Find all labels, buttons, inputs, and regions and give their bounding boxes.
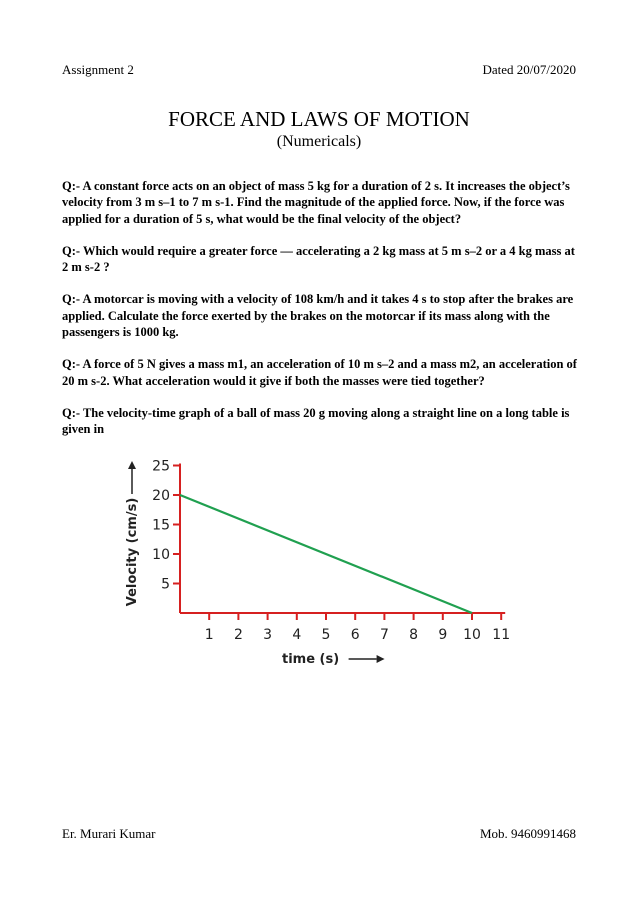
y-axis-label: Velocity (cm/s) (125, 497, 140, 607)
x-axis-label: time (s) (282, 652, 340, 667)
x-tick-label: 7 (379, 627, 389, 643)
series-line (180, 495, 472, 613)
x-tick-label: 11 (492, 627, 511, 643)
x-tick-label: 8 (409, 627, 419, 643)
question-5: Q:- The velocity-time graph of a ball of mass 20 g moving along a straight line on a long table is given in (62, 405, 570, 437)
y-tick-label: 25 (152, 458, 170, 475)
question-4: Q:- A force of 5 N gives a mass m1, an acceleration of 10 m s–2 and a mass m2, an acceleration of 20 m s-2. What acceleration would it give if both the masses were tied together? (62, 357, 577, 388)
x-tick-label: 1 (204, 627, 214, 643)
mobile-number: Mob. 9460991468 (479, 826, 576, 841)
author-name: Er. Murari Kumar (62, 826, 156, 841)
x-tick-label: 10 (463, 627, 481, 643)
x-axis-arrow-head (377, 655, 385, 663)
y-tick-label: 5 (161, 576, 170, 593)
x-tick-label: 6 (350, 627, 360, 643)
x-tick-label: 4 (292, 627, 302, 643)
x-tick-label: 3 (263, 627, 273, 643)
page-footer (62, 826, 576, 842)
y-axis-arrow-head (128, 461, 136, 469)
questions-list (62, 178, 580, 454)
y-tick-label: 20 (152, 488, 170, 504)
question-2: Q:- Which would require a greater force — accelerating a 2 kg mass at 5 m s–2 or a 4 kg mass at 2 m s-2 ? (62, 243, 575, 275)
assignment-label: Assignment 2 (62, 62, 134, 77)
x-tick-label: 9 (438, 627, 448, 643)
y-tick-label: 15 (152, 517, 170, 534)
x-tick-label: 5 (321, 627, 331, 643)
question-3: Q:- A motorcar is moving with a velocity of 108 km/h and it takes 4 s to stop after the brakes are applied. Calculate the force exerted by the brakes on the motorcar if its mass along with the passengers is 1000 kg. (62, 292, 574, 340)
x-tick-label: 2 (233, 627, 243, 643)
document-subtitle: (Numericals) (276, 133, 362, 150)
date-label: Dated 20/07/2020 (482, 62, 576, 77)
document-title: FORCE AND LAWS OF MOTION (168, 107, 470, 131)
question-1: Q:- A constant force acts on an object of mass 5 kg for a duration of 2 s. It increases the object’s velocity from 3 m s–1 to 7 m s-1. Find the magnitude of the applied force. Now, if the force was applied for a duration of 5 s, what would be the final velocity of the object? (62, 179, 570, 226)
y-tick-label: 10 (152, 547, 170, 563)
page-header (62, 62, 576, 78)
velocity-time-graph (120, 452, 520, 670)
